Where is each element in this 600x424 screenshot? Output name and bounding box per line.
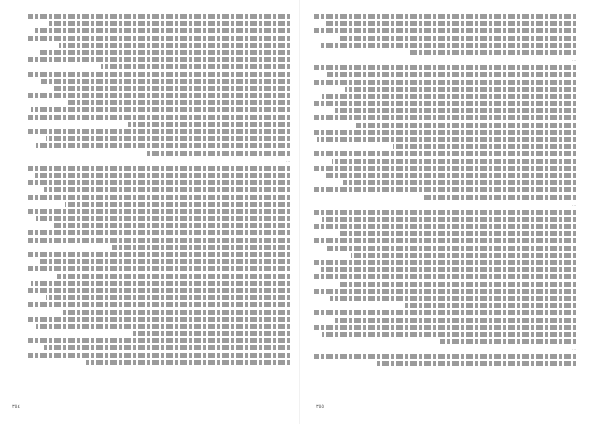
- section-separator: ...: [572, 346, 576, 352]
- section-separator: ...: [572, 57, 576, 63]
- left-page-text-column: [28, 14, 290, 394]
- page-number-left: ٣٥٤: [12, 404, 21, 410]
- page-number-right: ٣٥٥: [316, 404, 325, 410]
- right-page: [300, 0, 600, 424]
- right-page-text-column: [314, 14, 576, 394]
- section-separator: ...: [572, 201, 576, 207]
- section-separator: ...: [286, 157, 290, 163]
